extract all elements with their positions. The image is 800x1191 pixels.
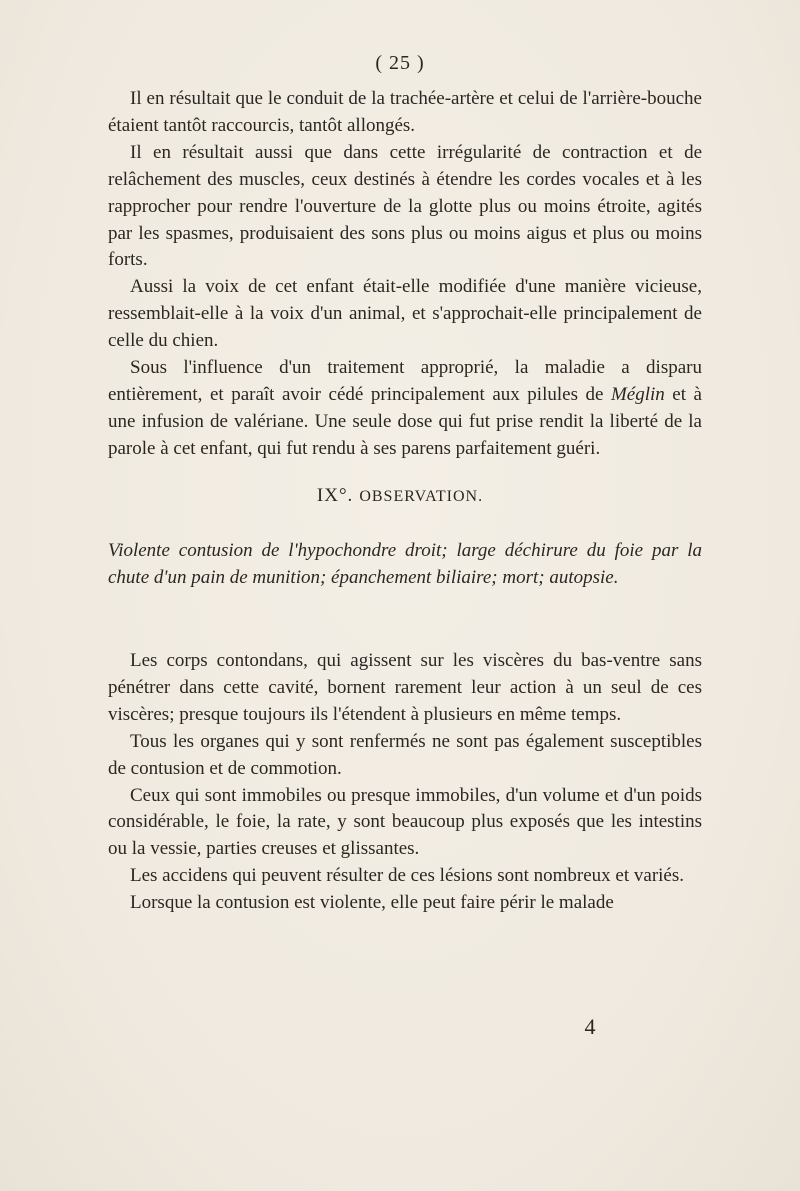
paragraph: Ceux qui sont immobiles ou presque immobiles, d'un volume et d'un poids considérable, le foie, la rate, y sont beaucoup plus exposés que les intestins ou la vessie, parties creuses et glissantes. xyxy=(108,784,702,860)
text-block-bottom xyxy=(108,648,702,917)
author-name: Méglin xyxy=(610,383,665,405)
observation-heading xyxy=(0,485,800,507)
observation-number: IX°. xyxy=(316,485,354,506)
paragraph: Les accidens qui peuvent résulter de ces lésions sont nombreux et variés. xyxy=(130,865,684,887)
observation-summary xyxy=(108,538,702,591)
signature-mark: 4 xyxy=(584,1014,596,1039)
paragraph: Tous les organes qui y sont renfermés ne sont pas également susceptibles de contusion et de commotion. xyxy=(108,730,702,779)
page-number-header: ( 25 ) xyxy=(375,52,425,74)
paragraph: Lorsque la contusion est violente, elle peut faire périr le malade xyxy=(130,892,614,914)
paragraph: Il en résultait que le conduit de la trachée-artère et celui de l'arrière-bouche étaient tantôt raccourcis, tantôt allongés. xyxy=(108,88,702,136)
paragraph: Aussi la voix de cet enfant était-elle modifiée d'une manière vicieuse, ressemblait-elle à la voix d'un animal, et s'approchait-elle principalement de celle du chien. xyxy=(108,276,702,352)
paragraph: Il en résultait aussi que dans cette irrégularité de contraction et de relâchement des muscles, ceux destinés à étendre les cordes vocales et à les rapprocher pour rendre l'ouverture de la glotte plus ou moins étroite, agités par les spasmes, produisaient des sons plus ou moins aigus et plus ou moins forts. xyxy=(108,141,702,271)
text-block-top xyxy=(108,86,702,463)
observation-label: OBSERVATION. xyxy=(359,488,484,505)
paragraph-text: et à une infusion de valériane. Une seule dose qui fut prise rendit la liberté de la parole à cet enfant, qui fut rendu à ses parens parfaitement guéri. xyxy=(108,383,702,459)
paragraph xyxy=(108,355,702,463)
paragraph: Les corps contondans, qui agissent sur les viscères du bas-ventre sans pénétrer dans cette cavité, bornent rarement leur action à un seul de ces viscères; presque toujours ils l'étendent à plusieurs en même temps. xyxy=(108,650,702,725)
paragraph-text: Sous l'influence d'un traitement approprié, la maladie a disparu entièrement, et paraît avoir cédé principalement aux pilules de xyxy=(108,357,702,405)
summary-text: Violente contusion de l'hypochondre droit; large déchirure du foie par la chute d'un pain de munition; épanchement biliaire; mort; autopsie. xyxy=(108,540,702,588)
